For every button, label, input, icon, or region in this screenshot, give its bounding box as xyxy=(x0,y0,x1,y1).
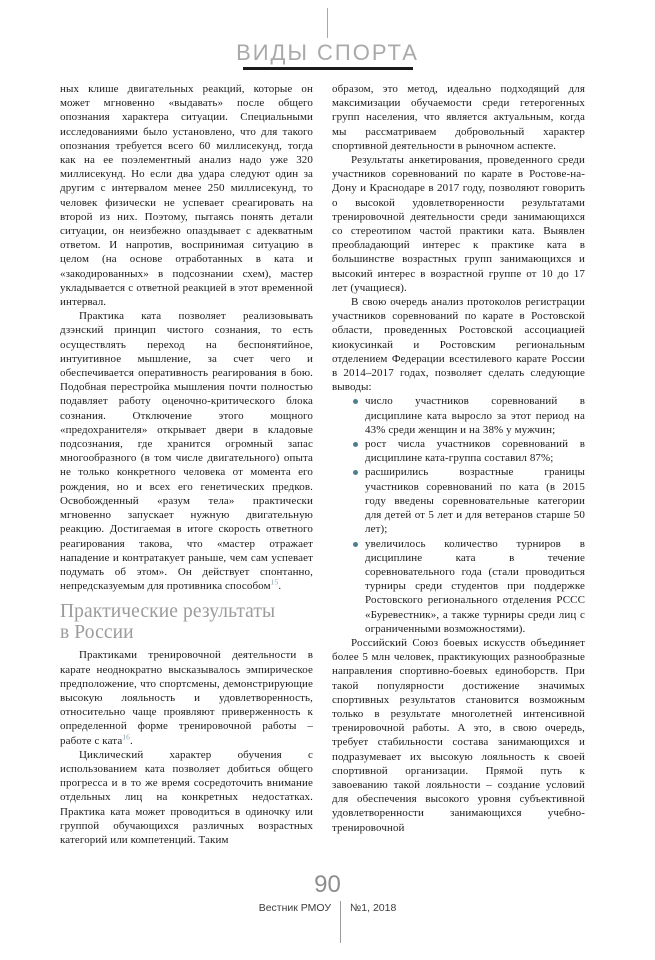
paragraph: В свою очередь анализ протоколов регистрации участников соревнований по карате в Ростовской области, проведенных Ростовской ассоциацией киокусинкай и Ростовским региональным отделением Федерации всестилевого карате России в 2014–2017 годах, позволяет сделать следующие выводы: xyxy=(332,296,585,394)
paragraph-text: Практиками тренировочной деятельности в карате неоднократно высказывалось эмпирическое предположение, что спортсмены, демонстрирующие высокую лояльность и удовлетворенность, относительно чаще проявляют приверженность к определенной форме тренировочной работы – работе с ката xyxy=(60,649,313,747)
page-footer xyxy=(0,872,655,943)
list-item: рост числа участников соревнований в дисциплине ката-группа составил 87%; xyxy=(353,437,585,465)
paragraph-text: Практика ката позволяет реализовывать дзэнский принцип чистого сознания, то есть осуществлять переход на беспонятийное, интуитивное мышление, за счет чего и обеспечивается оперативность реагирования в бою. Подобная перестройка мышления почти полностью подавляет работу оценочно-критического блока сознания. Отключение этого мощного «предохранителя» открывает двери в кладовые подсознания, где хранится огромный запас многообразного (в том числе двигательного) опыта не только конкретного человека от момента его рождения, но и всех его генетических предков. Освобожденный «разум тела» практически мгновенно запускает нужную двигательную реакцию. Достигаемая в итоге скорость ответного реагирования такова, что «мастер отражает нападение и контратакует раньше, чем сам успевает подумать об этом». Он действует спонтанно, непредсказуемым для противника способом xyxy=(60,310,313,593)
footnote-ref-16: 16 xyxy=(122,731,131,741)
paragraph-tail: . xyxy=(278,580,282,593)
right-column xyxy=(332,82,585,847)
paragraph: Циклический характер обучения с использованием ката позволяет добиться общего прогресса и в то же время сосредоточить внимание отдельных лиц на конкретных недостатках. Практика ката может проводиться в одиночку или группой обучающихся различных возрастных категорий или компетенций. Таким xyxy=(60,748,313,846)
footer-divider-line xyxy=(340,901,341,943)
paragraph-tail: . xyxy=(130,734,133,747)
paragraph: Российский Союз боевых искусств объединяет более 5 млн человек, практикующих разнообразные направления спортивно-боевых единоборств. При такой популярности достижение значимых спортивных результатов становится возможным только в результате многолетней интенсивной тренировочной работы. А это, в свою очередь, требует стабильности состава занимающихся и подразумевает их высокую лояльность к своей спортивной организации. Прямой путь к завоеванию такой лояльности – создание условий для обеспечения высокого уровня субъективной удовлетворенности занимающихся учебно-тренировочной xyxy=(332,636,585,834)
section-title: ВИДЫ СПОРТА xyxy=(236,40,419,65)
list-item: расширились возрастные границы участников соревнований по ката (в 2015 году введены соревновательные категории для детей от 5 лет и для ветеранов старше 50 лет); xyxy=(353,465,585,536)
journal-name: Вестник РМОУ xyxy=(258,902,332,914)
footnote-ref-15: 15 xyxy=(270,577,279,587)
section-heading xyxy=(60,602,313,643)
page-header xyxy=(0,0,655,70)
left-column xyxy=(60,82,313,847)
paragraph: Результаты анкетирования, проведенного среди участников соревнований по карате в Ростове-на-Дону и Краснодаре в 2017 году, позволяют говорить о высокой удовлетворенности результатами тренировочной деятельности среди занимающихся со стереотипом частой практики ката. Выявлен преобладающий интерес к практике ката в большинстве возрастных групп занимающихся и высокий интерес в возрастной группе от 10 до 17 лет (учащиеся). xyxy=(332,154,585,294)
paragraph xyxy=(60,648,313,747)
list-item: увеличилось количество турниров в дисциплине ката в течение соревновательного года (стали проводиться турниры среди студентов при поддержке Ростовского регионального отделения РССС «Буревестник», а также турниры среди лиц с ограниченными возможностями). xyxy=(353,537,585,636)
section-heading-line2: в России xyxy=(60,621,134,643)
paragraph: образом, это метод, идеально подходящий для максимизации обучаемости среди гетерогенных групп населения, что является актуальным, когда мы рассматриваем добровольный характер спортивной деятельности в рыночном аспекте. xyxy=(332,83,585,152)
page-number: 90 xyxy=(314,871,341,898)
list-item: число участников соревнований в дисциплине ката выросло за этот период на 43% среди женщин и на 38% у мужчин; xyxy=(353,394,585,437)
paragraph: ных клише двигательных реакций, которые он может мгновенно «выдавать» после общего опознания характера ситуации. Специальными исследованиями было установлено, что для такого опознания требуется всего 60 миллисекунд, тогда как на ее поэлементный анализ надо уже 320 миллисекунд. Но если два удара следуют один за другим с интервалом менее 250 миллисекунд, то человек физически не успевает среагировать на второй из них. Поэтому, пытаясь понять детали ситуации, он неизбежно опаздывает с адекватным ответом. И напротив, воспринимая ситуацию в целом (на основе отработанных в ката и «закодированных» в подсознании схем), мастер укладывается с ответной реакцией в этот временной интервал. xyxy=(60,83,313,309)
section-heading-line1: Практические результаты xyxy=(60,601,276,623)
issue-number: №1, 2018 xyxy=(350,902,397,914)
header-tick-line xyxy=(327,8,328,38)
article-body xyxy=(0,70,655,847)
paragraph xyxy=(60,309,313,593)
footer-journal-line xyxy=(0,901,655,943)
findings-list xyxy=(332,394,585,635)
